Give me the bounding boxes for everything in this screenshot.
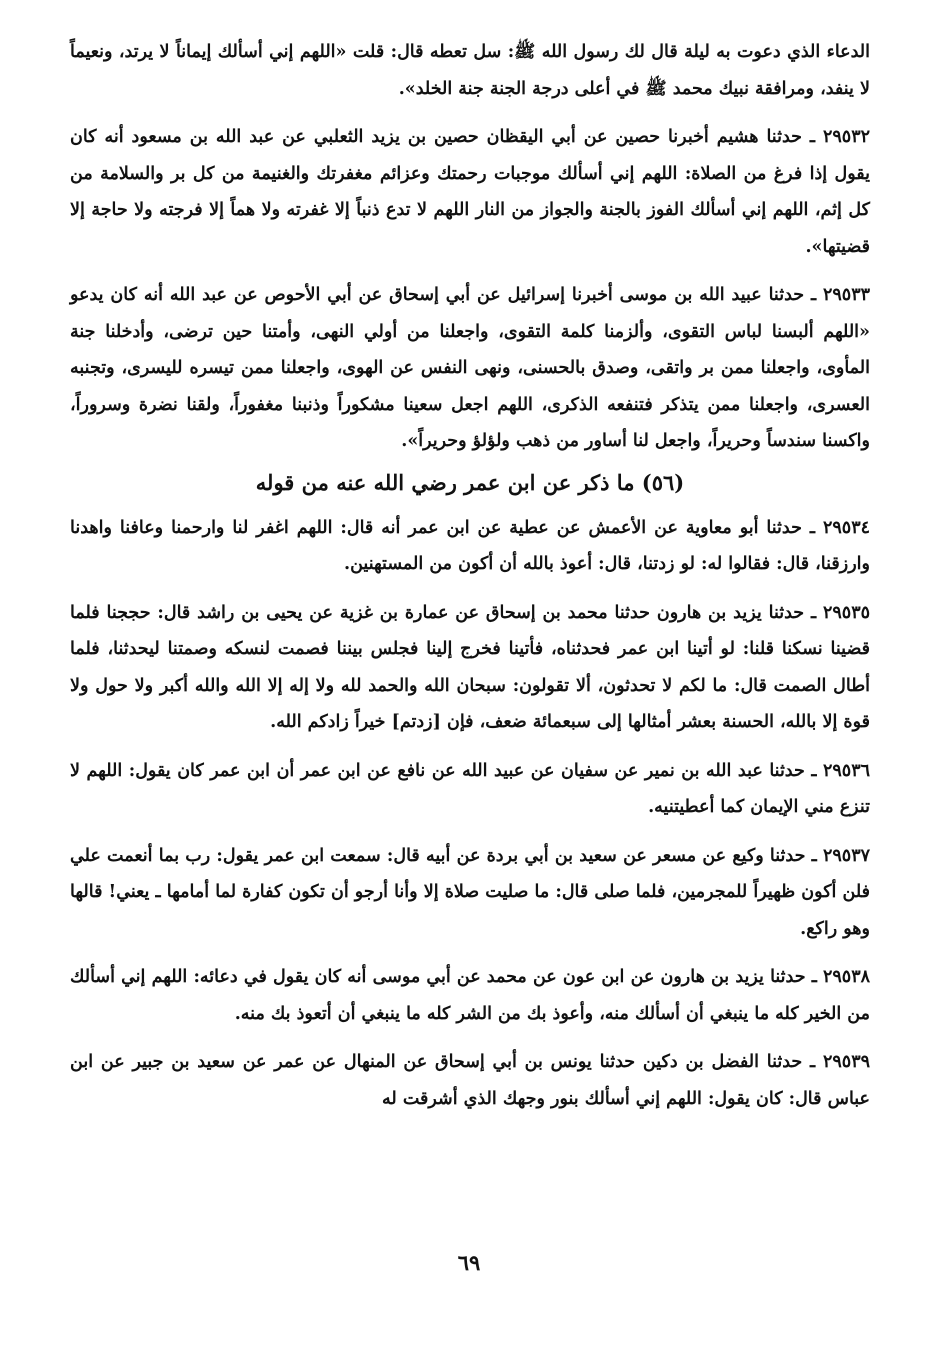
hadith-29538	[70, 959, 870, 1032]
hadith-29532	[70, 119, 870, 265]
hadith-number: ٢٩٥٣٧	[823, 845, 870, 866]
hadith-text: ـ حدثنا يزيد بن هارون عن ابن عون عن محمد عن أبي موسى أنه كان يقول في دعائه: اللهم إني أسألك من الخير كله ما ينبغي أن أسألك منه، وأعوذ بك من الشر كله ما ينبغي أن أتعوذ بك منه.	[70, 967, 870, 1024]
page-body	[70, 34, 870, 1129]
hadith-29536	[70, 753, 870, 826]
hadith-number: ٢٩٥٣٣	[823, 285, 870, 305]
paragraph-continued	[70, 34, 870, 107]
hadith-29534	[70, 510, 870, 583]
hadith-number: ٢٩٥٣٥	[823, 602, 870, 623]
hadith-text: الدعاء الذي دعوت به ليلة قال لك رسول الله ﷺ: سل تعطه قال: قلت «اللهم إني أسألك إيماناً لا يرتد، ونعيماً لا ينفد، ومرافقة نبيك محمد ﷺ في أعلى درجة الجنة جنة الخلد».	[70, 42, 870, 99]
hadith-text: ـ حدثنا الفضل بن دكين حدثنا يونس بن أبي إسحاق عن المنهال عن عمر عن سعيد بن جبير عن ابن عباس قال: كان يقول: اللهم إني أسألك بنور وجهك الذي أشرقت له	[70, 1052, 870, 1109]
hadith-29533	[70, 277, 870, 460]
hadith-number: ٢٩٥٣٢	[823, 127, 870, 147]
hadith-text: ـ حدثنا وكيع عن مسعر عن سعيد بن أبي بردة عن أبيه قال: سمعت ابن عمر يقول: رب بما أنعمت علي فلن أكون ظهيراً للمجرمين، فلما صلى قال: ما صليت صلاة إلا وأنا أرجو أن تكون كفارة لما أمامها ـ يعني! قالها وهو راكع.	[70, 845, 870, 939]
hadith-29535	[70, 595, 870, 741]
hadith-text: ـ حدثنا عبد الله بن نمير عن سفيان عن عبيد الله عن نافع عن ابن عمر أن ابن عمر كان يقول: اللهم لا تنزع مني الإيمان كما أعطيتنيه.	[70, 760, 870, 817]
hadith-text: ـ حدثنا عبيد الله بن موسى أخبرنا إسرائيل عن أبي إسحاق عن أبي الأحوص عن عبد الله أنه كان يدعو «اللهم ألبسنا لباس التقوى، وألزمنا كلمة التقوى، واجعلنا من أولي النهى، وأمتنا حين ترضى، وأدخلنا جنة المأوى، واجعلنا ممن بر واتقى، وصدق بالحسنى، ونهى النفس عن الهوى، واجعلنا ممن تيسره لليسرى، وتجنبه العسرى، واجعلنا ممن يتذكر فتنفعه الذكرى، اللهم اجعل سعينا مشكوراً وذنبنا مغفوراً، ولقنا نضرة وسروراً، واكسنا سندساً وحريراً، واجعل لنا أساور من ذهب ولؤلؤ وحريراً».	[70, 285, 870, 451]
page-number: ٦٩	[457, 1250, 481, 1275]
hadith-29539	[70, 1044, 870, 1117]
hadith-29537	[70, 838, 870, 948]
hadith-text: ـ حدثنا أبو معاوية عن الأعمش عن عطية عن ابن عمر أنه قال: اللهم اغفر لنا وارحمنا وعافنا واهدنا وارزقنا، قال: فقالوا له: لو زدتنا، قال: أعوذ بالله أن أكون من المستهنين.	[70, 517, 870, 574]
hadith-number: ٢٩٥٣٩	[823, 1052, 870, 1072]
hadith-text: ـ حدثنا هشيم أخبرنا حصين عن أبي اليقظان حصين بن يزيد الثعلبي عن عبد الله بن مسعود أنه كان يقول إذا فرغ من الصلاة: اللهم إني أسألك موجبات رحمتك وعزائم مغفرتك والغنيمة من كل بر والسلامة من كل إثم، اللهم إني أسألك الفوز بالجنة والجواز من النار اللهم لا تدع ذنباً إلا غفرته ولا هماً إلا فرجته ولا حاجة إلا قضيتها».	[70, 127, 870, 257]
section-heading: (٥٦) ما ذكر عن ابن عمر رضي الله عنه من قوله	[255, 469, 685, 495]
hadith-number: ٢٩٥٣٤	[823, 517, 870, 538]
hadith-number: ٢٩٥٣٨	[823, 967, 870, 987]
hadith-number: ٢٩٥٣٦	[823, 760, 870, 781]
hadith-text: ـ حدثنا يزيد بن هارون حدثنا محمد بن إسحاق عن عمارة بن غزية عن يحيى بن راشد قال: حججنا فلما قضينا نسكنا قلنا: لو أتينا ابن عمر فحدثناه، فأتينا فخرج إلينا فجلس بيننا فصمت لنسكه وصمتنا ليحدثنا، فلما أطال الصمت قال: ما لكم لا تحدثون، ألا تقولون: سبحان الله والحمد لله ولا إله إلا الله والله أكبر ولا حول ولا قوة إلا بالله، الحسنة بعشر أمثالها إلى سبعمائة ضعف، فإن [زدتم] خيراً زادكم الله.	[70, 602, 870, 732]
